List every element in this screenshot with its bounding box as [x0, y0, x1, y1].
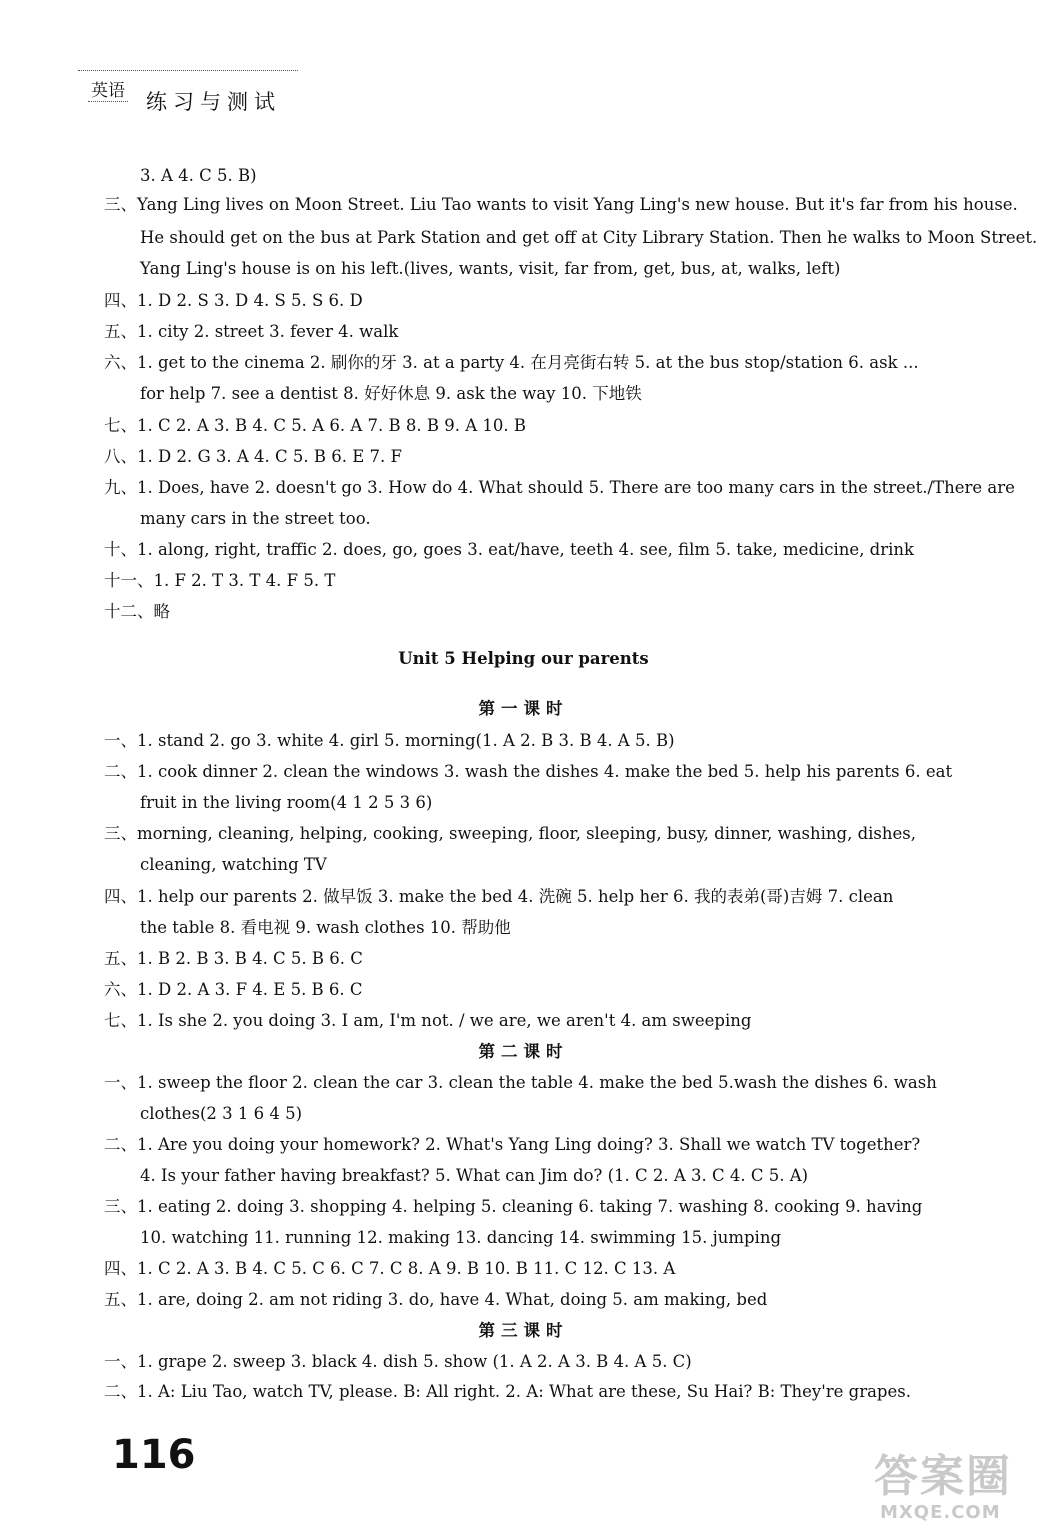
answer-line: 九、1. Does, have 2. doesn't go 3. How do 4. What should 5. There are too many cars in the street./There are	[104, 478, 1015, 497]
answer-line: 十二、略	[104, 602, 170, 621]
answer-line: 五、1. B 2. B 3. B 4. C 5. B 6. C	[104, 949, 363, 968]
lesson-heading: 第三课时	[478, 1321, 569, 1340]
answer-line: 一、1. grape 2. sweep 3. black 4. dish 5. show (1. A 2. A 3. B 4. A 5. C)	[104, 1352, 692, 1371]
subject-tag: 英语	[88, 76, 128, 102]
answer-line: for help 7. see a dentist 8. 好好休息 9. ask the way 10. 下地铁	[140, 384, 642, 403]
answer-line: 十一、1. F 2. T 3. T 4. F 5. T	[104, 571, 336, 590]
answer-line: 一、1. stand 2. go 3. white 4. girl 5. morning(1. A 2. B 3. B 4. A 5. B)	[104, 731, 675, 750]
answer-line: 10. watching 11. running 12. making 13. dancing 14. swimming 15. jumping	[140, 1228, 782, 1247]
answer-line: fruit in the living room(4 1 2 5 3 6)	[140, 793, 433, 812]
answer-line: the table 8. 看电视 9. wash clothes 10. 帮助他	[140, 918, 511, 937]
page-number: 116	[112, 1432, 196, 1478]
lesson-heading: 第二课时	[478, 1042, 569, 1061]
page-header	[78, 70, 298, 114]
watermark-logo	[870, 1440, 1030, 1530]
answer-line: 四、1. help our parents 2. 做早饭 3. make the bed 4. 洗碗 5. help her 6. 我的表弟(哥)吉姆 7. clean	[104, 887, 894, 906]
answer-line: clothes(2 3 1 6 4 5)	[140, 1104, 303, 1123]
answer-line: 三、1. eating 2. doing 3. shopping 4. helping 5. cleaning 6. taking 7. washing 8. cooking 9. having	[104, 1197, 923, 1216]
answer-line: 四、1. D 2. S 3. D 4. S 5. S 6. D	[104, 291, 363, 310]
answer-line: 四、1. C 2. A 3. B 4. C 5. C 6. C 7. C 8. A 9. B 10. B 11. C 12. C 13. A	[104, 1259, 676, 1278]
unit-heading: Unit 5 Helping our parents	[398, 649, 649, 668]
answer-line: He should get on the bus at Park Station and get off at City Library Station. Then he walks to Moon Street.	[140, 228, 1038, 247]
answer-line: 七、1. C 2. A 3. B 4. C 5. A 6. A 7. B 8. B 9. A 10. B	[104, 416, 526, 435]
answer-line: 二、1. A: Liu Tao, watch TV, please. B: All right. 2. A: What are these, Su Hai? B: They're grapes.	[104, 1382, 911, 1401]
header-dotted-rule	[78, 70, 298, 71]
answer-line: many cars in the street too.	[140, 509, 371, 528]
answer-line: 七、1. Is she 2. you doing 3. I am, I'm not. / we are, we aren't 4. am sweeping	[104, 1011, 752, 1030]
answer-line: 4. Is your father having breakfast? 5. What can Jim do? (1. C 2. A 3. C 4. C 5. A)	[140, 1166, 809, 1185]
answer-line: 六、1. get to the cinema 2. 刷你的牙 3. at a party 4. 在月亮街右转 5. at the bus stop/station 6. ask ...	[104, 353, 919, 372]
answer-line: 二、1. Are you doing your homework? 2. What's Yang Ling doing? 3. Shall we watch TV together?	[104, 1135, 921, 1154]
answer-line: 十、1. along, right, traffic 2. does, go, goes 3. eat/have, teeth 4. see, film 5. take, medicine, drink	[104, 540, 915, 559]
answer-line: 三、morning, cleaning, helping, cooking, sweeping, floor, sleeping, busy, dinner, washing, dishes,	[104, 824, 916, 843]
answer-line: 五、1. are, doing 2. am not riding 3. do, have 4. What, doing 5. am making, bed	[104, 1290, 768, 1309]
book-title: 练习与测试	[146, 90, 281, 114]
answer-line: 八、1. D 2. G 3. A 4. C 5. B 6. E 7. F	[104, 447, 402, 466]
answer-line: cleaning, watching TV	[140, 855, 327, 874]
watermark-text: 答案圈	[874, 1451, 1012, 1502]
answer-line: 六、1. D 2. A 3. F 4. E 5. B 6. C	[104, 980, 363, 999]
answer-line: Yang Ling's house is on his left.(lives, wants, visit, far from, get, bus, at, walks, left)	[140, 259, 841, 278]
lesson-heading: 第一课时	[478, 699, 569, 718]
watermark-url: MXQE.COM	[880, 1502, 1001, 1523]
answer-line: 二、1. cook dinner 2. clean the windows 3. wash the dishes 4. make the bed 5. help his parents 6. eat	[104, 762, 953, 781]
answer-line: 三、Yang Ling lives on Moon Street. Liu Tao wants to visit Yang Ling's new house. But it's far from his house.	[104, 195, 1018, 214]
answer-line: 一、1. sweep the floor 2. clean the car 3. clean the table 4. make the bed 5.wash the dishes 6. wash	[104, 1073, 937, 1092]
answer-line: 3. A 4. C 5. B)	[140, 166, 257, 185]
answer-line: 五、1. city 2. street 3. fever 4. walk	[104, 322, 399, 341]
